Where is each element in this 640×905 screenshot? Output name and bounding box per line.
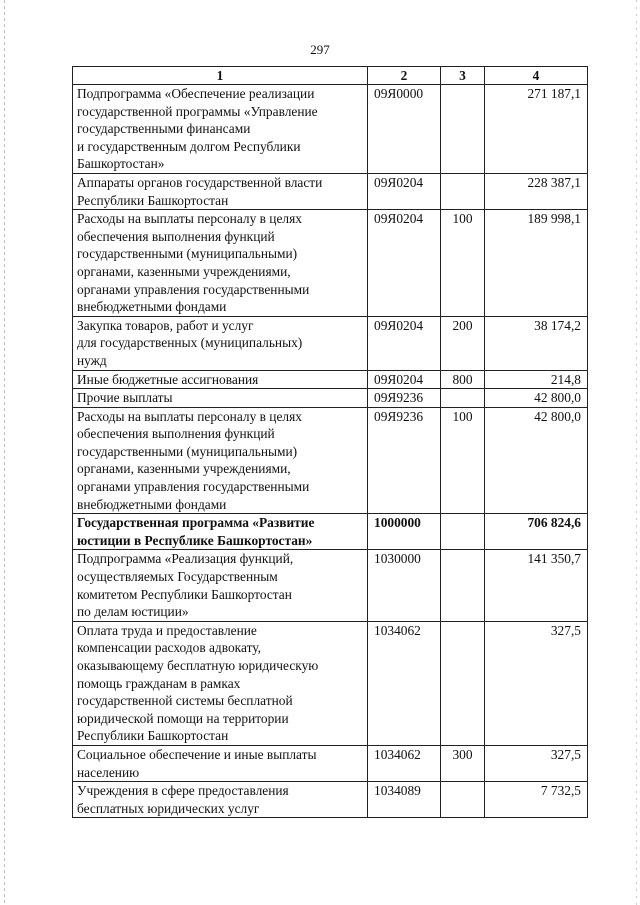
row-name-line: нужд bbox=[77, 352, 107, 368]
row-code: 09Я0204 bbox=[368, 370, 441, 389]
row-name-line: государственной системы бесплатной bbox=[77, 693, 293, 709]
row-name bbox=[73, 745, 368, 781]
row-code: 09Я0000 bbox=[368, 85, 441, 174]
row-amount: 42 800,0 bbox=[485, 407, 588, 514]
row-name-line: органами, казенными учреждениями, bbox=[77, 263, 291, 279]
row-name-line: внебюджетными фондами bbox=[77, 496, 227, 512]
row-expense-type bbox=[441, 173, 485, 209]
table-row bbox=[73, 370, 588, 389]
row-name-line: и государственным долгом Республики bbox=[77, 138, 301, 154]
row-name-line: органами управления государственными bbox=[77, 281, 310, 297]
row-name bbox=[73, 370, 368, 389]
table-row bbox=[73, 550, 588, 621]
row-code: 1034089 bbox=[368, 782, 441, 818]
header-col-4: 4 bbox=[485, 67, 588, 85]
row-amount: 271 187,1 bbox=[485, 85, 588, 174]
header-col-2: 2 bbox=[368, 67, 441, 85]
row-name-line: государственными финансами bbox=[77, 121, 251, 137]
row-name-line: юстиции в Республике Башкортостан» bbox=[77, 532, 313, 548]
row-name-line: Закупка товаров, работ и услуг bbox=[77, 317, 254, 333]
row-name-line: осуществляемых Государственным bbox=[77, 569, 278, 585]
row-name-line: юридической помощи на территории bbox=[77, 710, 289, 726]
row-name bbox=[73, 550, 368, 621]
row-code: 1034062 bbox=[368, 621, 441, 745]
row-name bbox=[73, 210, 368, 317]
row-name-line: Подпрограмма «Реализация функций, bbox=[77, 551, 294, 567]
row-name-line: Подпрограмма «Обеспечение реализации bbox=[77, 86, 315, 101]
table-row bbox=[73, 621, 588, 745]
row-name bbox=[73, 85, 368, 174]
row-amount: 327,5 bbox=[485, 745, 588, 781]
page-number: 297 bbox=[310, 42, 330, 57]
row-name bbox=[73, 621, 368, 745]
table-header-row bbox=[73, 67, 588, 85]
row-expense-type: 100 bbox=[441, 210, 485, 317]
row-name-line: бесплатных юридических услуг bbox=[77, 800, 260, 816]
header-col-1: 1 bbox=[73, 67, 368, 85]
table-row bbox=[73, 745, 588, 781]
row-name-line: компенсации расходов адвокату, bbox=[77, 640, 261, 656]
row-name-line: внебюджетными фондами bbox=[77, 299, 227, 315]
row-name-line: Башкортостан» bbox=[77, 156, 165, 172]
row-amount: 42 800,0 bbox=[485, 389, 588, 408]
row-name-line: Социальное обеспечение и иные выплаты bbox=[77, 746, 317, 762]
row-code: 09Я9236 bbox=[368, 389, 441, 408]
row-name-line: Иные бюджетные ассигнования bbox=[77, 371, 259, 387]
row-amount: 38 174,2 bbox=[485, 316, 588, 370]
row-name-line: органами, казенными учреждениями, bbox=[77, 461, 291, 477]
row-name-line: Прочие выплаты bbox=[77, 390, 173, 406]
row-expense-type bbox=[441, 85, 485, 174]
row-expense-type bbox=[441, 621, 485, 745]
table-row bbox=[73, 316, 588, 370]
row-name-line: для государственных (муниципальных) bbox=[77, 335, 303, 351]
row-expense-type: 300 bbox=[441, 745, 485, 781]
row-expense-type bbox=[441, 782, 485, 818]
row-name-line: Государственная программа «Развитие bbox=[77, 515, 315, 531]
table-row bbox=[73, 173, 588, 209]
row-name-line: оказывающему бесплатную юридическую bbox=[77, 658, 319, 673]
table-body bbox=[73, 85, 588, 818]
row-code: 1000000 bbox=[368, 514, 441, 550]
row-name-line: по делам юстиции» bbox=[77, 604, 189, 620]
row-name-line: обеспечения выполнения функций bbox=[77, 228, 275, 244]
row-name bbox=[73, 173, 368, 209]
row-amount: 214,8 bbox=[485, 370, 588, 389]
row-name bbox=[73, 782, 368, 818]
row-expense-type bbox=[441, 550, 485, 621]
table-row bbox=[73, 514, 588, 550]
budget-table bbox=[72, 66, 588, 818]
row-code: 09Я0204 bbox=[368, 316, 441, 370]
row-expense-type: 200 bbox=[441, 316, 485, 370]
row-name-line: органами управления государственными bbox=[77, 479, 310, 495]
row-name-line: комитетом Республики Башкортостан bbox=[77, 586, 292, 602]
row-name-line: Расходы на выплаты персоналу в целях bbox=[77, 211, 302, 227]
table-row bbox=[73, 782, 588, 818]
row-amount: 7 732,5 bbox=[485, 782, 588, 818]
row-name-line: обеспечения выполнения функций bbox=[77, 426, 275, 442]
row-code: 09Я9236 bbox=[368, 407, 441, 514]
row-name-line: государственными (муниципальными) bbox=[77, 246, 298, 262]
row-code: 09Я0204 bbox=[368, 173, 441, 209]
scan-edge-right bbox=[636, 0, 637, 905]
scan-edge-left bbox=[4, 0, 5, 905]
row-expense-type: 100 bbox=[441, 407, 485, 514]
row-name-line: Расходы на выплаты персоналу в целях bbox=[77, 408, 302, 424]
table-row bbox=[73, 407, 588, 514]
row-name-line: Аппараты органов государственной власти bbox=[77, 174, 323, 190]
row-amount: 141 350,7 bbox=[485, 550, 588, 621]
row-name-line: населению bbox=[77, 764, 140, 780]
row-name bbox=[73, 389, 368, 408]
row-amount: 706 824,6 bbox=[485, 514, 588, 550]
row-code: 1030000 bbox=[368, 550, 441, 621]
row-expense-type bbox=[441, 514, 485, 550]
row-amount: 327,5 bbox=[485, 621, 588, 745]
row-name-line: Республики Башкортостан bbox=[77, 728, 229, 744]
row-name bbox=[73, 316, 368, 370]
row-name-line: государственными (муниципальными) bbox=[77, 443, 298, 459]
row-code: 09Я0204 bbox=[368, 210, 441, 317]
row-name bbox=[73, 407, 368, 514]
header-col-3: 3 bbox=[441, 67, 485, 85]
table-row bbox=[73, 210, 588, 317]
row-code: 1034062 bbox=[368, 745, 441, 781]
row-name bbox=[73, 514, 368, 550]
row-name-line: помощь гражданам в рамках bbox=[77, 675, 241, 691]
row-name-line: государственной программы «Управление bbox=[77, 103, 318, 119]
table-row bbox=[73, 85, 588, 174]
row-expense-type bbox=[441, 389, 485, 408]
row-amount: 228 387,1 bbox=[485, 173, 588, 209]
row-name-line: Оплата труда и предоставление bbox=[77, 622, 257, 638]
row-name-line: Республики Башкортостан bbox=[77, 192, 229, 208]
row-name-line: Учреждения в сфере предоставления bbox=[77, 783, 289, 799]
table-row bbox=[73, 389, 588, 408]
row-amount: 189 998,1 bbox=[485, 210, 588, 317]
row-expense-type: 800 bbox=[441, 370, 485, 389]
